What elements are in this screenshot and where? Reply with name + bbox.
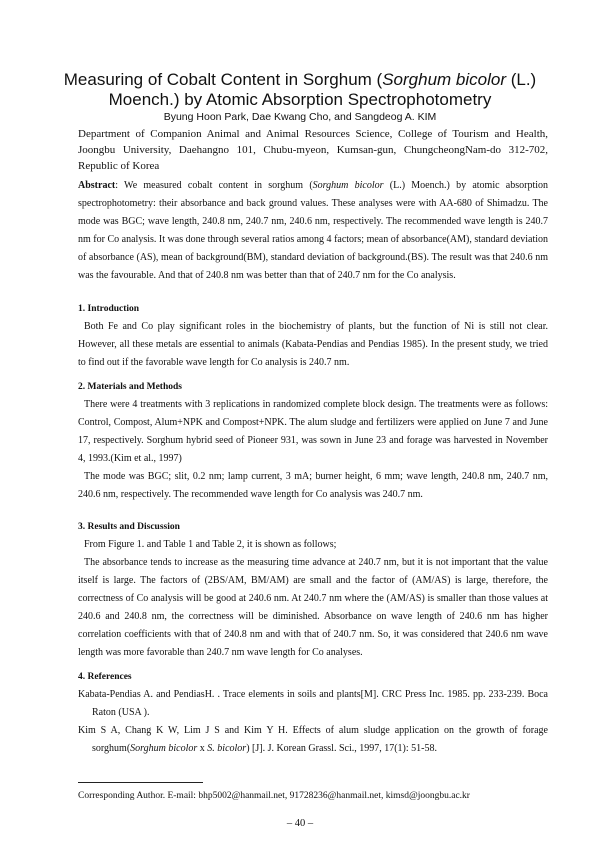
section-introduction: [78, 300, 548, 372]
author-list: Byung Hoon Park, Dae Kwang Cho, and Sangdeog A. KIM: [163, 111, 437, 123]
section-heading: 3. Results and Discussion: [78, 522, 180, 532]
abstract-label: Abstract: [78, 180, 116, 191]
paragraph: There were 4 treatments with 3 replications in randomized complete block design. The treatments were as follows: Control, Compost, Alum+NPK and Compost+NPK. The alum sludge and fertilizers were applied on June 7 and June 17, respectively. Sorghum hybrid seed of Pioneer 931, was sown in June 23 and forage was harvested in November 4, 1993.(Kim et al., 1997): [78, 399, 548, 464]
abstract-species: Sorghum bicolor: [312, 180, 384, 191]
reference-text-mid: x: [197, 743, 208, 754]
page-number: – 40 –: [286, 818, 314, 829]
corresponding-author-footnote: Corresponding Author. E-mail: bhp5002@hanmail.net, 91728236@hanmail.net, kimsd@joongbu.ac.kr: [78, 791, 470, 801]
section-methods: [78, 378, 548, 504]
paragraph: The mode was BGC; slit, 0.2 nm; lamp current, 3 mA; burner height, 6 mm; wave length, 240.8 nm, 240.7 nm, 240.6 nm, respectively. The recommended wave length for Co analysis was 240.7 nm.: [78, 471, 548, 500]
section-heading: 2. Materials and Methods: [78, 382, 182, 392]
reference-species: Sorghum bicolor: [130, 743, 198, 754]
section-references: [78, 668, 548, 758]
title-line1-post: (L.): [506, 70, 537, 89]
abstract: [78, 177, 548, 285]
title-species: Sorghum bicolor: [382, 70, 506, 89]
paragraph: From Figure 1. and Table 1 and Table 2, it is shown as follows;: [84, 539, 337, 550]
reference-text-post: ) [J]. J. Korean Grassl. Sci., 1997, 17(1): 51-58.: [246, 743, 437, 754]
section-heading: 4. References: [78, 672, 132, 682]
paper-title: [40, 70, 560, 110]
reference-item: [78, 722, 548, 758]
affiliation: Department of Companion Animal and Animal Resources Science, College of Tourism and Health, Joongbu University, Daehangno 101, Chubu-myeon, Kumsan-gun, ChungcheongNam-do 312-702, Republic of Korea: [78, 128, 548, 172]
reference-species: S. bicolor: [207, 743, 247, 754]
title-line2: Moench.) by Atomic Absorption Spectrophotometry: [108, 90, 492, 109]
abstract-text: (L.) Moench.) by atomic absorption spectrophotometry: their absorbance and back ground values. These analyses were with AA-680 of Shimadzu. The mode was BGC; wave length, 240.8 nm, 240.7 nm, 240.6 nm, respectively. The recommended wave length is 240.7 nm for Co analysis. It was done through several ratios among 4 factors; mean of absorbance(AM), standard deviation of absorbance (AS), mean of background(BM), standard deviation of background.(BS). The result was that 240.6 nm was the favourable. And that of 240.8 nm was better than that of 240.7 nm for the Co analysis.: [78, 180, 548, 281]
reference-item: Kabata-Pendias A. and PendiasH. . Trace elements in soils and plants[M]. CRC Press Inc. 1985. pp. 233-239. Boca Raton (USA ).: [78, 689, 548, 718]
reference-text-pre: Kim S A, Chang K W, Lim J S and Kim Y H. Effects of alum sludge application on the growth of forage sorghum(: [78, 725, 548, 754]
paragraph: Both Fe and Co play significant roles in the biochemistry of plants, but the function of Ni is still not clear. However, all these metals are essential to animals (Kabata-Pendias and Pendias 1985). In the present study, we tried to find out if the favorable wave length for Co analysis is 240.7 nm.: [78, 321, 548, 368]
abstract-text-pre: : We measured cobalt content in sorghum (: [115, 180, 313, 191]
footnote-rule: [78, 782, 203, 783]
title-line1-pre: Measuring of Cobalt Content in Sorghum (: [63, 70, 383, 89]
paragraph: The absorbance tends to increase as the measuring time advance at 240.7 nm, but it is not important that the value itself is large. The factors of (2BS/AM, BM/AM) are small and the factor of (AM/AS) is large, therefore, the correctness of Co analysis will be good at 240.6 nm. At 240.7 nm where the (AM/AS) is smaller than those values at 240.6 and 240.8 nm, the correctness will be diminished. Absorbance on wave length of 240.6 nm has higher correlation coefficients with that of 240.8 nm and with that of 240.7 nm. So, it was considered that 240.6 nm wave length was more favorable than 240.7 nm wave length for Co analyses.: [78, 557, 548, 658]
section-heading: 1. Introduction: [78, 304, 140, 314]
section-results: [78, 518, 548, 662]
